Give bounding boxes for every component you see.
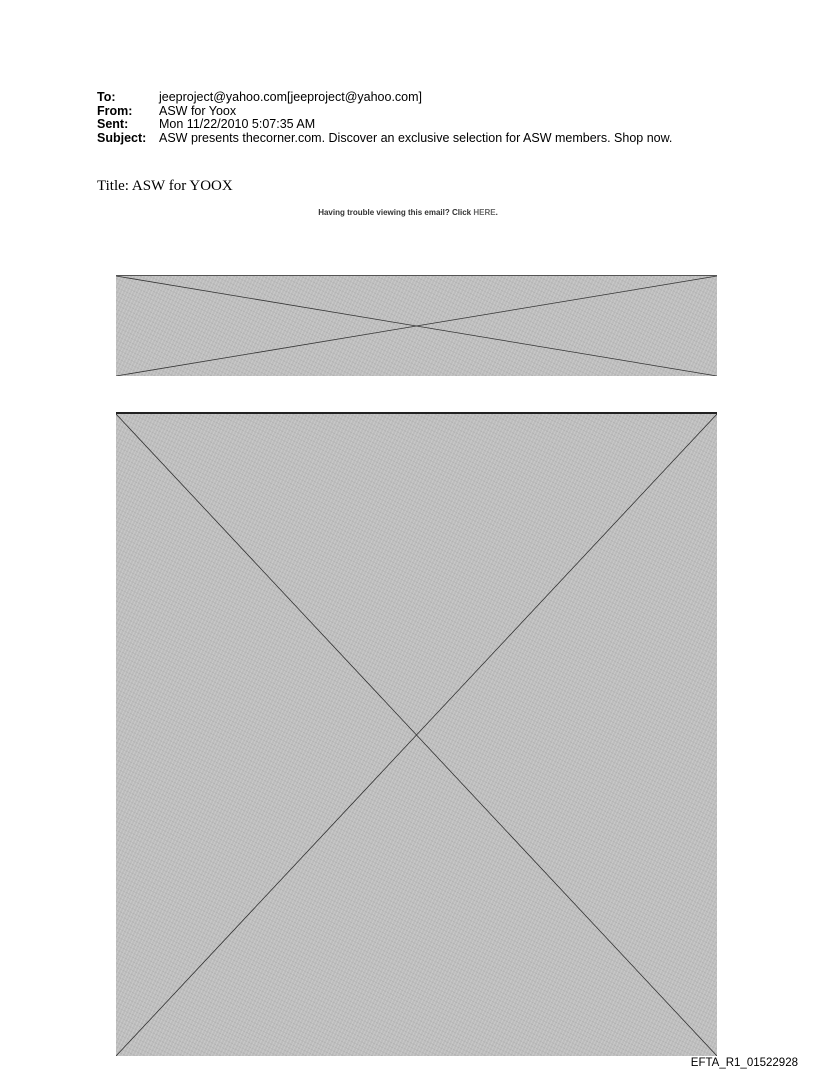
view-trouble-suffix: . [495, 208, 498, 217]
subject-value: ASW presents thecorner.com. Discover an exclusive selection for ASW members. Shop now. [159, 130, 673, 145]
sent-label: Sent: [97, 117, 129, 131]
from-value: ASW for Yoox [159, 103, 237, 118]
subject-row [97, 132, 672, 146]
view-here-link[interactable]: HERE [473, 208, 496, 217]
main-image-placeholder [116, 412, 717, 1056]
broken-image-icon [116, 276, 717, 376]
view-trouble-notice [0, 208, 816, 217]
email-title: Title: ASW for YOOX [97, 178, 233, 194]
sent-value: Mon 11/22/2010 5:07:35 AM [159, 117, 316, 131]
to-row [97, 91, 672, 105]
to-value: jeeproject@yahoo.com[jeeproject@yahoo.com] [159, 90, 423, 104]
banner-image-placeholder [116, 275, 717, 376]
document-id: EFTA_R1_01522928 [690, 1057, 798, 1069]
email-header [97, 91, 672, 145]
broken-image-icon [116, 414, 717, 1056]
to-label: To: [97, 90, 116, 104]
view-trouble-text: Having trouble viewing this email? Click [318, 208, 474, 217]
from-label: From: [97, 103, 133, 118]
from-row [97, 105, 672, 119]
subject-label: Subject: [97, 130, 147, 145]
sent-row [97, 118, 672, 132]
